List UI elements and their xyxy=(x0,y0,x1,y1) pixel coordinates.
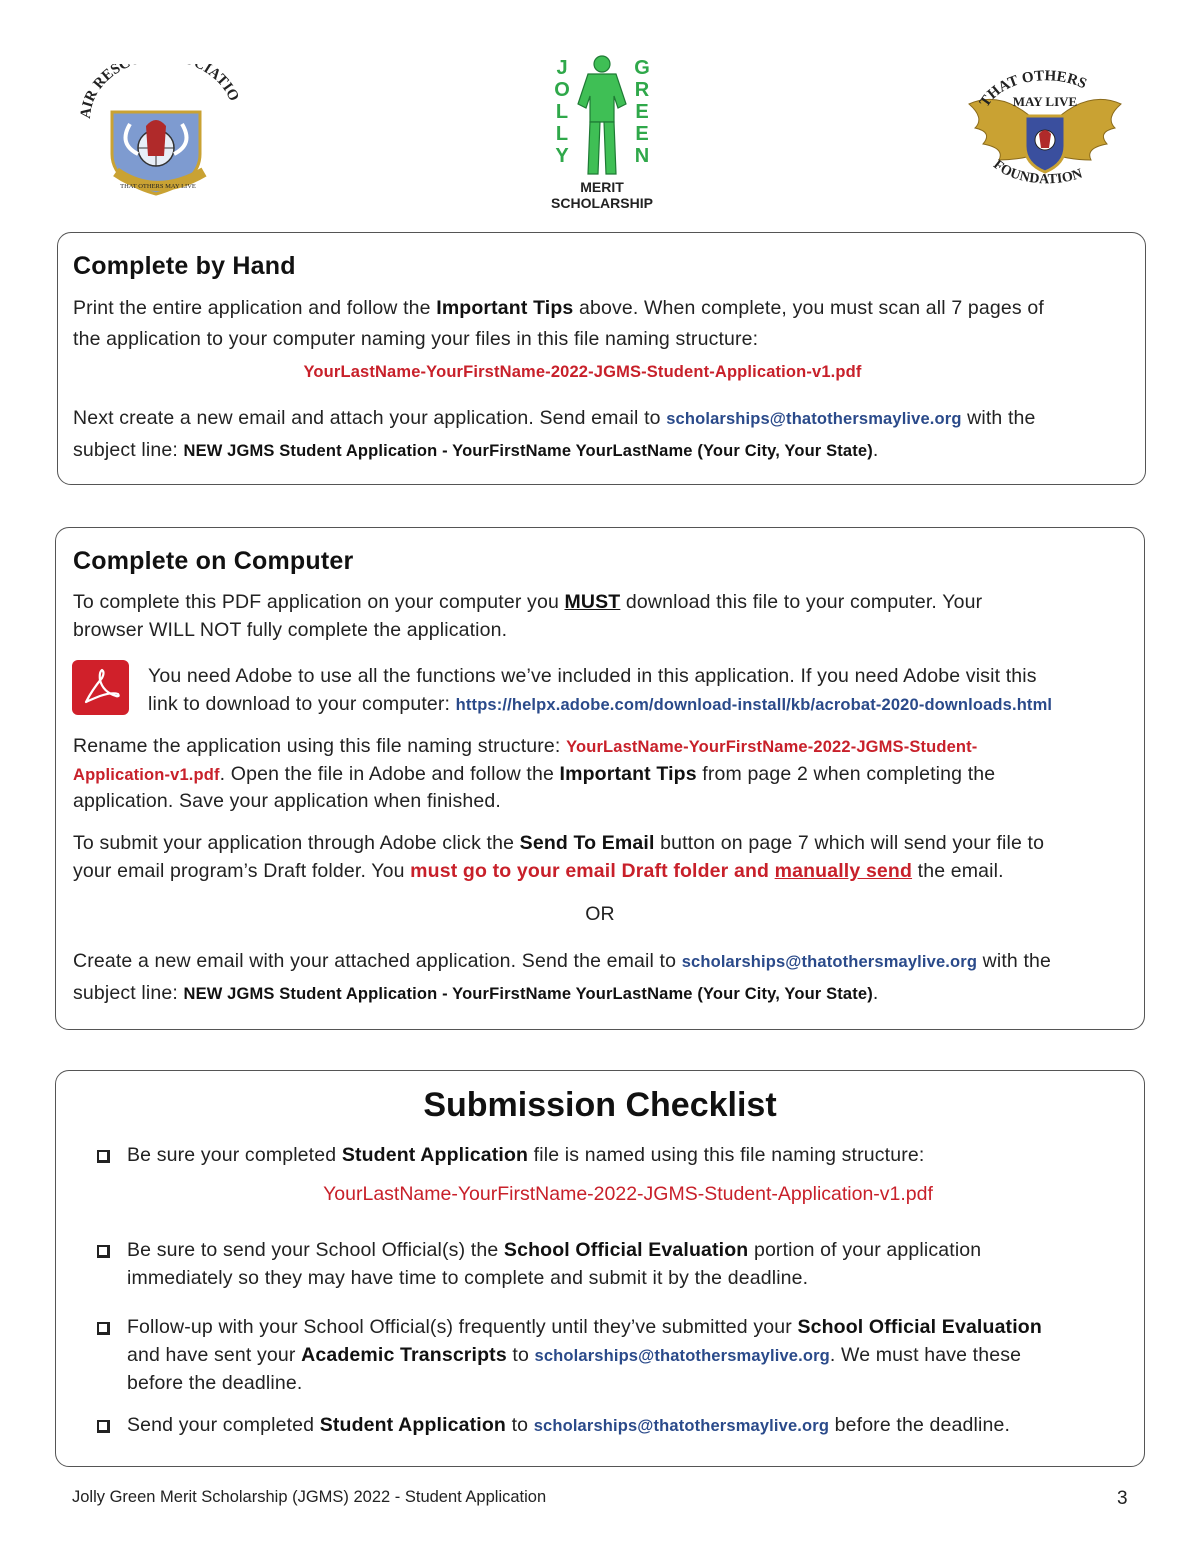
that-others-may-live-foundation-logo xyxy=(965,68,1125,198)
hand-paragraph-1-line-1: Print the entire application and follow the Important Tips above. When complete, you must scan all 7 pages of xyxy=(73,297,1044,319)
svg-text:L: L xyxy=(555,101,569,123)
svg-text:FOUNDATION: FOUNDATION xyxy=(990,157,1085,188)
hand-paragraph-2-line-1: Next create a new email and attach your application. Send email to scholarships@thatothersmaylive.org with the xyxy=(73,407,1036,429)
checklist-checkbox-4[interactable] xyxy=(97,1420,110,1433)
or-separator: OR xyxy=(585,903,615,925)
checklist-item-1: Be sure your completed Student Application file is named using this file naming structure: xyxy=(127,1144,925,1166)
checklist-item-2-line-1: Be sure to send your School Official(s) the School Official Evaluation portion of your application xyxy=(127,1239,982,1261)
adobe-paragraph-line-1: You need Adobe to use all the functions we’ve included in this application. If you need Adobe visit this xyxy=(148,665,1037,687)
checklist-checkbox-3[interactable] xyxy=(97,1322,110,1335)
complete-on-computer-title: Complete on Computer xyxy=(73,547,354,575)
computer-paragraph-3-line-1: Rename the application using this file naming structure: YourLastName-YourFirstName-2022-JGMS-Student- xyxy=(73,735,978,757)
svg-text:G: G xyxy=(634,57,650,79)
svg-text:R: R xyxy=(634,79,650,101)
checklist-item-3-line-3: before the deadline. xyxy=(127,1372,303,1394)
computer-paragraph-3-line-3: application. Save your application when finished. xyxy=(73,790,501,812)
jolly-green-merit-scholarship-logo xyxy=(530,52,675,212)
computer-paragraph-5-line-2: subject line: NEW JGMS Student Application - YourFirstName YourLastName (Your City, Your State). xyxy=(73,982,879,1004)
checklist-email-link-1[interactable]: scholarships@thatothersmaylive.org xyxy=(534,1347,830,1365)
computer-paragraph-4-line-1: To submit your application through Adobe click the Send To Email button on page 7 which will send your file to xyxy=(73,832,1045,854)
svg-text:L: L xyxy=(555,123,569,145)
computer-paragraph-1-line-1: To complete this PDF application on your computer you MUST download this file to your computer. Your xyxy=(73,591,983,613)
checklist-filename: YourLastName-YourFirstName-2022-JGMS-Student-Application-v1.pdf xyxy=(323,1183,933,1205)
checklist-item-3-line-1: Follow-up with your School Official(s) frequently until they’ve submitted your School Official Evaluation xyxy=(127,1316,1042,1338)
adobe-paragraph-line-2: link to download to your computer: https://helpx.adobe.com/download-install/kb/acrobat-2020-downloads.html xyxy=(148,693,1053,715)
computer-paragraph-3-line-2: Application-v1.pdf. Open the file in Adobe and follow the Important Tips from page 2 when completing the xyxy=(73,763,996,785)
complete-by-hand-title: Complete by Hand xyxy=(73,252,296,280)
svg-text:E: E xyxy=(635,101,649,123)
svg-text:E: E xyxy=(635,123,649,145)
computer-paragraph-1-line-2: browser WILL NOT fully complete the application. xyxy=(73,619,508,641)
svg-text:O: O xyxy=(554,79,570,101)
hand-paragraph-2-line-2: subject line: NEW JGMS Student Application - YourFirstName YourLastName (Your City, Your State). xyxy=(73,439,879,461)
computer-paragraph-4-line-2: your email program’s Draft folder. You must go to your email Draft folder and manually send the email. xyxy=(73,860,1004,882)
svg-text:MAY LIVE: MAY LIVE xyxy=(1012,94,1078,109)
logo-left-top-text: IR RESC CIATIO xyxy=(80,64,240,110)
hand-email-link[interactable]: scholarships@thatothersmaylive.org xyxy=(666,410,962,428)
checklist-item-3-line-2: and have sent your Academic Transcripts to scholarships@thatothersmaylive.org. We must have these xyxy=(127,1344,1022,1366)
checklist-checkbox-1[interactable] xyxy=(97,1150,110,1163)
svg-text:THAT OTHERS: THAT OTHERS xyxy=(976,68,1089,111)
svg-text:Y: Y xyxy=(555,145,569,167)
checklist-checkbox-2[interactable] xyxy=(97,1245,110,1258)
hand-filename: YourLastName-YourFirstName-2022-JGMS-Student-Application-v1.pdf xyxy=(303,363,862,381)
hand-paragraph-1-line-2: the application to your computer naming your files in this file naming structure: xyxy=(73,328,759,350)
air-rescue-association-logo xyxy=(80,64,240,199)
adobe-pdf-icon xyxy=(72,660,129,715)
svg-text:J: J xyxy=(556,57,568,79)
checklist-email-link-2[interactable]: scholarships@thatothersmaylive.org xyxy=(533,1417,830,1435)
computer-email-link[interactable]: scholarships@thatothersmaylive.org xyxy=(681,953,978,971)
checklist-item-4: Send your completed Student Application to scholarships@thatothersmaylive.org before the deadline. xyxy=(127,1414,1011,1436)
checklist-item-2-line-2: immediately so they may have time to complete and submit it by the deadline. xyxy=(127,1267,809,1289)
svg-text:N: N xyxy=(634,145,650,167)
computer-paragraph-5-line-1: Create a new email with your attached application. Send the email to scholarships@thatothersmaylive.org with the xyxy=(73,950,1052,972)
footer-title: Jolly Green Merit Scholarship (JGMS) 2022 - Student Application xyxy=(72,1488,547,1506)
svg-text:SCHOLARSHIP: SCHOLARSHIP xyxy=(551,195,653,211)
page-number: 3 xyxy=(1117,1488,1128,1509)
adobe-download-link[interactable]: https://helpx.adobe.com/download-install/kb/acrobat-2020-downloads.html xyxy=(455,696,1053,714)
svg-text:MERIT: MERIT xyxy=(580,179,624,195)
submission-checklist-title: Submission Checklist xyxy=(423,1086,777,1124)
svg-text:THAT OTHERS MAY LIVE: THAT OTHERS MAY LIVE xyxy=(120,183,196,190)
